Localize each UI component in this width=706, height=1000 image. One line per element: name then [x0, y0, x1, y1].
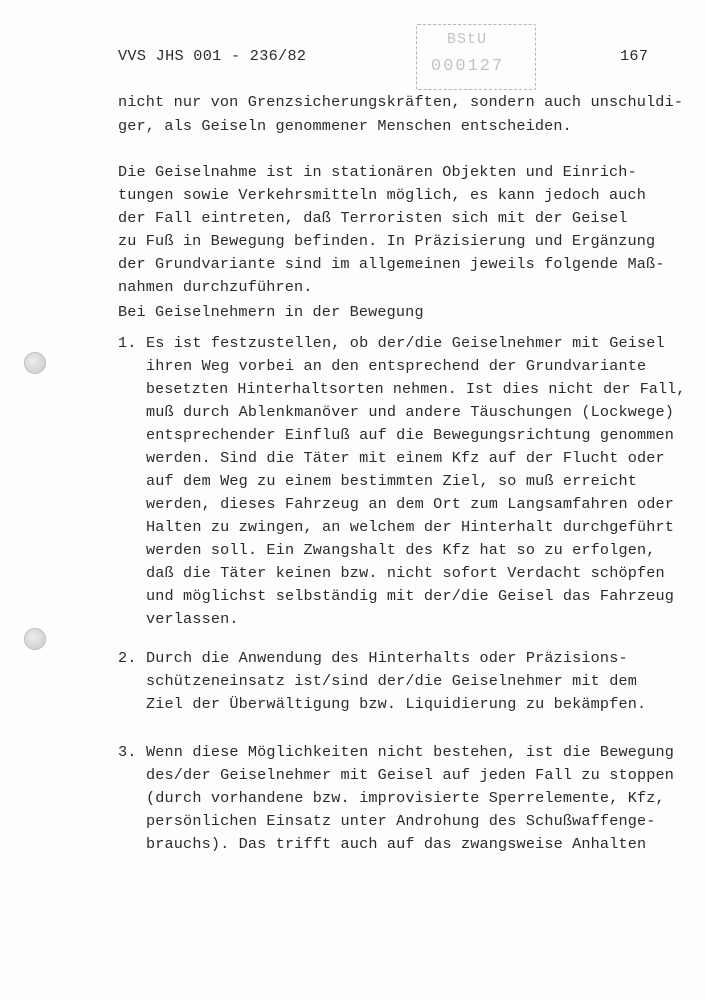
list-item-line: Wenn diese Möglichkeiten nicht bestehen, ist die Bewegung: [146, 743, 675, 761]
paragraph-line: nicht nur von Grenzsicherungskräften, sondern auch unschuldi-: [118, 93, 684, 111]
paragraph-line: zu Fuß in Bewegung befinden. In Präzisierung und Ergänzung: [118, 232, 656, 250]
punch-hole: [24, 352, 46, 374]
list-item-line: auf dem Weg zu einem bestimmten Ziel, so muß erreicht: [146, 472, 637, 490]
stamp-number: 000127: [431, 57, 505, 76]
list-item-number: 1.: [118, 334, 137, 352]
list-item-line: des/der Geiselnehmer mit Geisel auf jeden Fall zu stoppen: [146, 766, 675, 784]
list-item-line: persönlichen Einsatz unter Androhung des Schußwaffenge-: [146, 812, 656, 830]
archive-stamp: [416, 24, 536, 90]
list-item-line: werden, dieses Fahrzeug an dem Ort zum Langsamfahren oder: [146, 495, 675, 513]
document-reference: VVS JHS 001 - 236/82: [118, 47, 307, 65]
list-item-line: Durch die Anwendung des Hinterhalts oder Präzisions-: [146, 649, 628, 667]
paragraph-line: nahmen durchzuführen.: [118, 278, 313, 296]
list-item-line: ihren Weg vorbei an den entsprechend der Grundvariante: [146, 357, 647, 375]
paragraph-line: der Fall eintreten, daß Terroristen sich mit der Geisel: [118, 209, 628, 227]
list-item-line: verlassen.: [146, 610, 239, 628]
list-item-line: daß die Täter keinen bzw. nicht sofort Verdacht schöpfen: [146, 564, 665, 582]
paragraph-line: ger, als Geiseln genommener Menschen entscheiden.: [118, 117, 572, 135]
list-item-line: schützeneinsatz ist/sind der/die Geiselnehmer mit dem: [146, 672, 637, 690]
page-number: 167: [620, 47, 649, 65]
section-heading: Bei Geiselnehmern in der Bewegung: [118, 303, 424, 321]
list-item-line: besetzten Hinterhaltsorten nehmen. Ist dies nicht der Fall,: [146, 380, 686, 398]
list-item-line: Es ist festzustellen, ob der/die Geiselnehmer mit Geisel: [146, 334, 665, 352]
list-item-line: Ziel der Überwältigung bzw. Liquidierung zu bekämpfen.: [146, 695, 647, 713]
list-item-line: Halten zu zwingen, an welchem der Hinterhalt durchgeführt: [146, 518, 675, 536]
paragraph-line: Die Geiselnahme ist in stationären Objekten und Einrich-: [118, 163, 637, 181]
paragraph-line: tungen sowie Verkehrsmitteln möglich, es kann jedoch auch: [118, 186, 647, 204]
list-item-line: werden soll. Ein Zwangshalt des Kfz hat so zu erfolgen,: [146, 541, 656, 559]
list-item-line: werden. Sind die Täter mit einem Kfz auf der Flucht oder: [146, 449, 665, 467]
punch-hole: [24, 628, 46, 650]
list-item-number: 2.: [118, 649, 137, 667]
list-item-line: (durch vorhandene bzw. improvisierte Sperrelemente, Kfz,: [146, 789, 665, 807]
list-item-line: brauchs). Das trifft auch auf das zwangsweise Anhalten: [146, 835, 647, 853]
list-item-line: und möglichst selbständig mit der/die Geisel das Fahrzeug: [146, 587, 675, 605]
list-item-number: 3.: [118, 743, 137, 761]
list-item-line: muß durch Ablenkmanöver und andere Täuschungen (Lockwege): [146, 403, 675, 421]
paragraph-line: der Grundvariante sind im allgemeinen jeweils folgende Maß-: [118, 255, 665, 273]
list-item-line: entsprechender Einfluß auf die Bewegungsrichtung genommen: [146, 426, 675, 444]
stamp-agency: BStU: [447, 31, 488, 48]
